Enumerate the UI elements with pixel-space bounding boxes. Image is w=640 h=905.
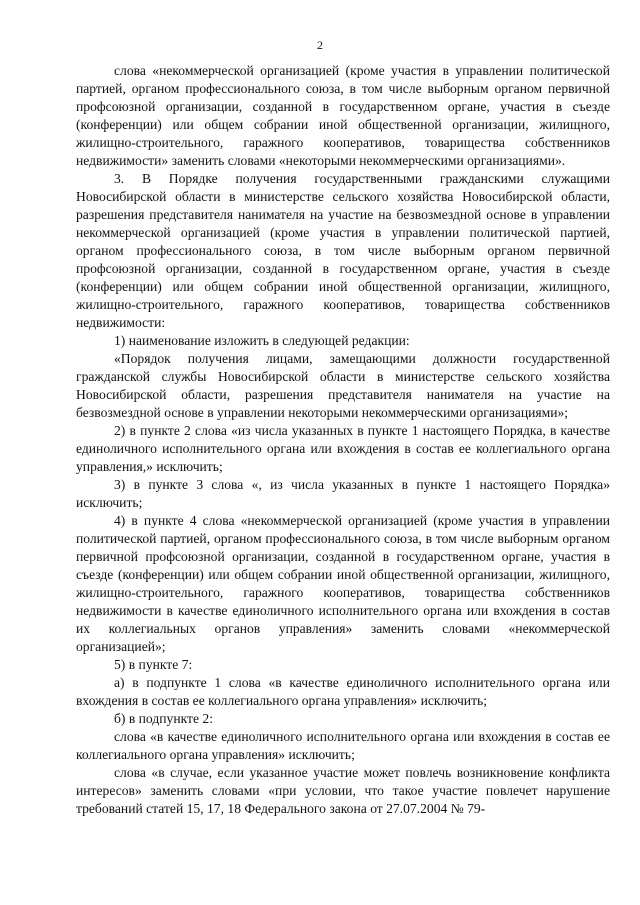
paragraph: 2) в пункте 2 слова «из числа указанных в пункте 1 настоящего Порядка, в качестве единоличного исполнительного органа или вхождения в состав ее коллегиального органа управления,» исключить; <box>76 423 610 474</box>
paragraph: 1) наименование изложить в следующей редакции: <box>114 333 410 348</box>
paragraph: 3. В Порядке получения государственными гражданскими служащими Новосибирской области в министерстве сельского хозяйства Новосибирской области, разрешения представителя нанимателя на участие на безвозмездной основе в управлении некоммерческой организацией (кроме участия в управлении политической партией, органом профессионального союза, в том числе выборным органом первичной профсоюзной организации, созданной в государственном органе, участия в съезде (конференции) или общем собрании иной общественной организации, жилищного, жилищно-строительного, гаражного кооперативов, товарищества собственников недвижимости: <box>76 171 610 330</box>
page-number: 2 <box>317 38 323 52</box>
paragraph: 5) в пункте 7: <box>114 657 193 672</box>
paragraph: слова «некоммерческой организацией (кроме участия в управлении политической партией, органом профессионального союза, в том числе выборным органом первичной профсоюзной организации, созданной в государственном органе, участия в съезде (конференции) или общем собрании иной общественной организации, жилищного, жилищно-строительного, гаражного кооперативов, товарищества собственников недвижимости» заменить словами «некоторыми некоммерческими организациями». <box>76 63 610 168</box>
paragraph: «Порядок получения лицами, замещающими должности государственной гражданской службы Новосибирской области в министерстве сельского хозяйства Новосибирской области, разрешения представителя нанимателя на участие на безвозмездной основе в управлении некоторыми некоммерческими организациями»; <box>76 351 610 420</box>
paragraph: 4) в пункте 4 слова «некоммерческой организацией (кроме участия в управлении политической партией, органом профессионального союза, в том числе выборным органом первичной профсоюзной организации, созданной в государственном органе, участия в съезде (конференции) или общем собрании иной общественной организации, жилищного, жилищно-строительного, гаражного кооперативов, товарищества собственников недвижимости в качестве единоличного исполнительного органа или вхождения в состав их коллегиальных органов управления» заменить словами «некоммерческой организацией»; <box>76 513 610 654</box>
paragraph: слова «в качестве единоличного исполнительного органа или вхождения в состав ее коллегиального органа управления» исключить; <box>76 729 610 762</box>
paragraph: 3) в пункте 3 слова «, из числа указанных в пункте 1 настоящего Порядка» исключить; <box>76 477 610 510</box>
document-body <box>76 62 610 818</box>
paragraph: слова «в случае, если указанное участие может повлечь возникновение конфликта интересов» заменить словами «при условии, что такое участие повлечет нарушение требований статей 15, 17, 18 Федерального закона от 27.07.2004 № 79- <box>76 765 610 816</box>
paragraph: б) в подпункте 2: <box>114 711 213 726</box>
paragraph: а) в подпункте 1 слова «в качестве единоличного исполнительного органа или вхождения в состав ее коллегиального органа управления» исключить; <box>76 675 610 708</box>
